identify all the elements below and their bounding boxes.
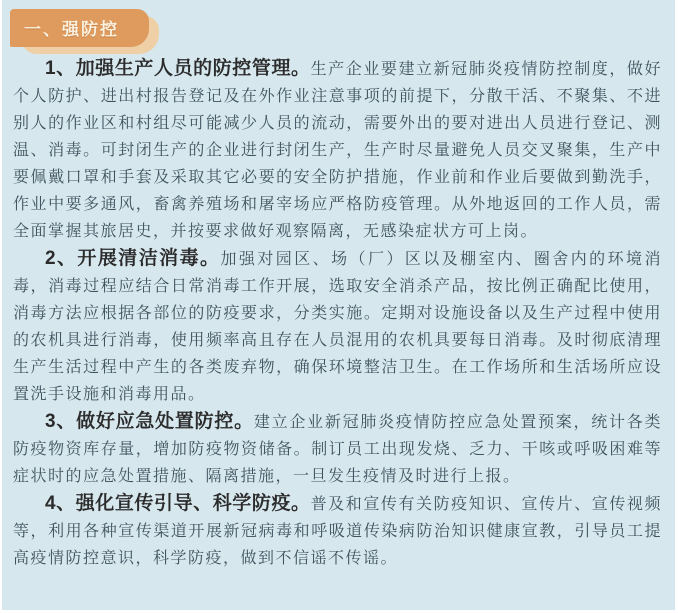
section-title: 一、强防控: [10, 9, 149, 47]
document-body: [2, 53, 675, 572]
paragraph-4-heading: 4、强化宣传引导、科学防疫。: [45, 493, 311, 514]
section-title-ribbon: [10, 9, 149, 47]
paragraph-2-heading: 2、开展清洁消毒。: [45, 248, 221, 269]
paragraph-3-text: 建立企业新冠肺炎疫情防控应急处置预案，统计各类防疫物资库存量，增加防疫物资储备。制订员工出现发烧、乏力、干咳或呼吸困难等症状时的应急处置措施、隔离措施，一旦发生疫情及时进行上报。: [13, 414, 662, 485]
document-background: [2, 0, 675, 610]
paragraph-4-text: 普及和宣传有关防疫知识、宣传片、宣传视频等，利用各种宣传渠道开展新冠病毒和呼吸道传染病防治知识健康宣教，引导员工提高疫情防控意识，科学防疫，做到不信谣不传谣。: [13, 496, 662, 567]
paragraph-2: [13, 245, 662, 408]
paragraph-1-text: 生产企业要建立新冠肺炎疫情防控制度，做好个人防护、进出村报告登记及在外作业注意事项的前提下，分散干活、不聚集、不进别人的作业区和村组尽可能减少人员的流动，需要外出的要对进出人员进行登记、测温、消毒。可封闭生产的企业进行封闭生产，生产时尽量避免人员交叉聚集，生产中要佩戴口罩和手套及采取其它必要的安全防护措施，作业前和作业后要做到勤洗手，作业中要多通风，畜禽养殖场和屠宰场应严格防疫管理。从外地返回的工作人员，需全面掌握其旅居史，并按要求做好观察隔离，无感染症状方可上岗。: [13, 61, 662, 240]
paragraph-1: [13, 55, 662, 245]
paragraph-4: [13, 490, 662, 572]
paragraph-2-text: 加强对园区、场（厂）区以及棚室内、圈舍内的环境消毒，消毒过程应结合日常消毒工作开展，选取安全消杀产品，按比例正确配比使用，消毒方法应根据各部位的防疫要求，分类实施。定期对设施设备以及生产过程中使用的农机具进行消毒，使用频率高且存在人员混用的农机具要每日消毒。及时彻底清理生产生活过程中产生的各类废弃物，确保环境整洁卫生。在工作场所和生活场所应设置洗手设施和消毒用品。: [13, 251, 662, 403]
paragraph-1-heading: 1、加强生产人员的防控管理。: [45, 58, 311, 79]
paragraph-3-heading: 3、做好应急处置防控。: [45, 411, 254, 432]
paragraph-3: [13, 408, 662, 490]
